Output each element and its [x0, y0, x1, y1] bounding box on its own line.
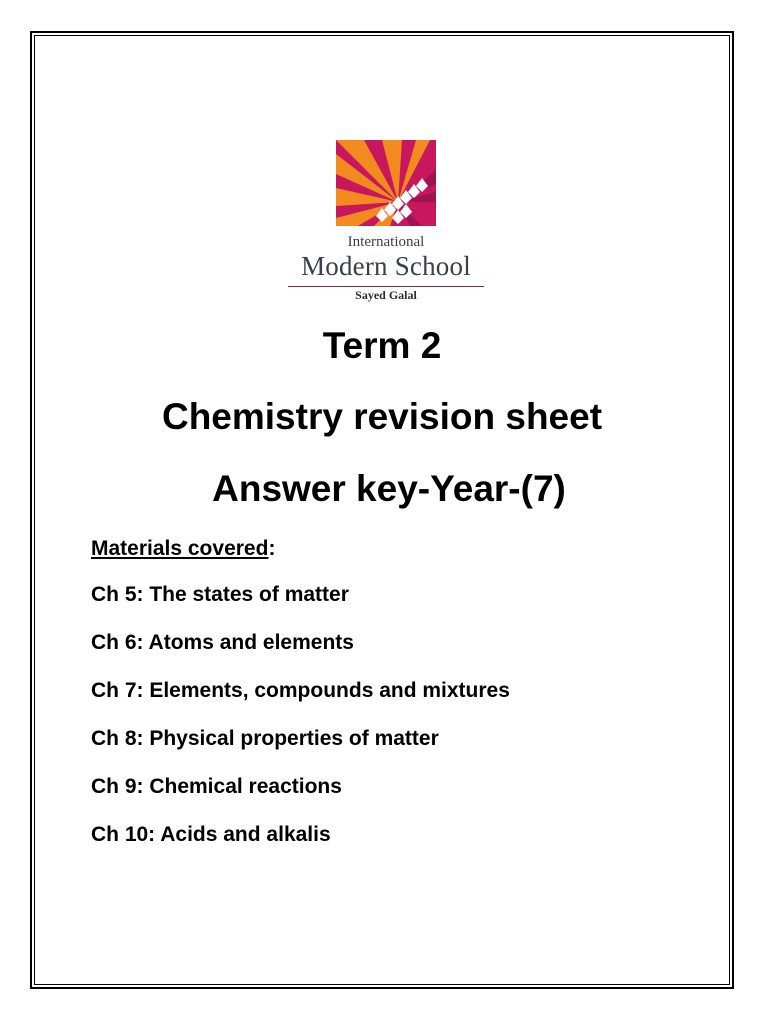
- chapter-item-7: Ch 7: Elements, compounds and mixtures: [91, 679, 510, 702]
- materials-covered-label: [91, 535, 275, 563]
- chapter-item-6: Ch 6: Atoms and elements: [91, 631, 354, 654]
- chapter-item-8: Ch 8: Physical properties of matter: [91, 727, 439, 750]
- document-title: Chemistry revision sheet: [161, 396, 603, 437]
- logo-text-school-name: Modern School: [301, 251, 471, 281]
- logo-divider: [288, 286, 484, 287]
- school-logo: [286, 138, 486, 304]
- logo-text-international: International: [347, 234, 425, 250]
- materials-covered-colon: :: [268, 537, 276, 560]
- chapter-item-5: Ch 5: The states of matter: [91, 583, 349, 606]
- term-heading: Term 2: [322, 325, 442, 366]
- answer-key-heading: Answer key-Year-(7): [212, 468, 566, 509]
- logo-text-branch: Sayed Galal: [355, 288, 417, 302]
- school-emblem-icon: [336, 140, 436, 226]
- chapter-item-9: Ch 9: Chemical reactions: [91, 775, 342, 798]
- materials-covered-text: Materials covered: [91, 537, 269, 560]
- chapter-item-10: Ch 10: Acids and alkalis: [91, 823, 331, 846]
